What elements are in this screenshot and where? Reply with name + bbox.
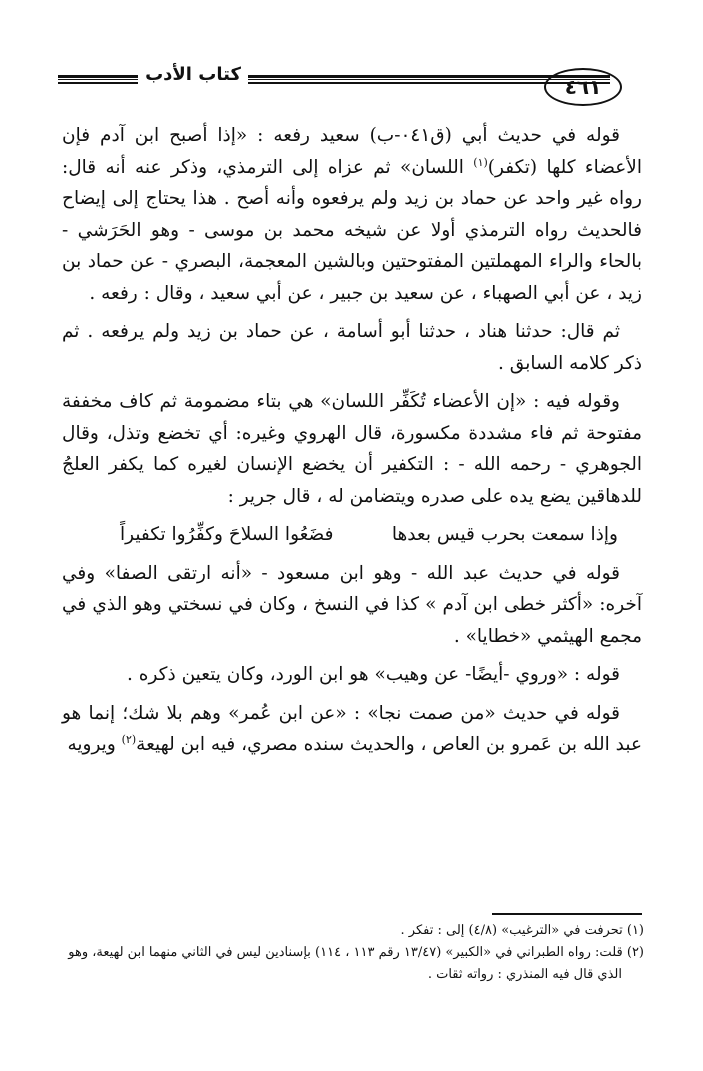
paragraph-2: ثم قال: حدثنا هناد ، حدثنا أبو أسامة ، عن حماد بن زيد ولم يرفعه . ثم ذكر كلامه السابق .: [62, 321, 642, 374]
verse-first-hemistich: وإذا سمعت بحرب قيس بعدها: [391, 524, 618, 545]
verse-second-hemistich: فضَعُوا السلاحَ وكفِّرُوا تكفيراً: [120, 524, 334, 545]
footnotes: [62, 920, 644, 986]
paragraph-1-part-a: قوله في حديث أبي (ق٠٤١-ب) سعيد رفعه : «إذا أصبح ابن آدم فإن الأعضاء كلها (تكفر): [62, 125, 642, 178]
footnote-separator: [492, 913, 642, 915]
paragraph-1-part-b: اللسان» ثم عزاه إلى الترمذي، وذكر عنه أنه قال: رواه غير واحد عن حماد بن زيد ولم يرفعوه وأنه أصح . هذا يحتاج إلى إيضاح فالحديث رواه الترمذي أولا عن شيخه محمد بن موسى - وهو الحَرَشي - بالحاء والراء المهملتين المفتوحتين وبالشين المعجمة، البصري - عن حماد بن زيد ، عن أبي الصهباء ، عن سعيد بن جبير ، عن أبي سعيد ، وقال : رفعه .: [62, 156, 642, 304]
paragraph-4: قوله في حديث عبد الله - وهو ابن مسعود - «أنه ارتقى الصفا» وفي آخره: «أكثر خطى ابن آدم » كذا في النسخ ، وكان في نسختي وهو الذي في مجمع الهيثمي «خطايا» .: [62, 562, 642, 647]
footnote-marker-1[interactable]: (١): [473, 155, 488, 169]
header-rule-left: [58, 75, 138, 84]
poetry-verse: [62, 519, 642, 551]
page-number: ٤٦١: [544, 68, 622, 106]
paragraph-6-part-b: ويرويه: [67, 734, 122, 755]
paragraph-5: قوله : «وروي -أيضًا- عن وهيب» هو ابن الورد، وكان يتعين ذكره .: [127, 664, 620, 685]
book-title: كتاب الأدب: [145, 64, 241, 85]
body-text: [62, 120, 642, 768]
paragraph-3: وقوله فيه : «إن الأعضاء تُكَفِّر اللسان» هي بتاء مضمومة ثم كاف مخففة مفتوحة ثم فاء مشددة مكسورة، قال الهروي وغيره: أي تخضع وتذل، وقال الجوهري - رحمه الله - : التكفير أن يخضع الإنسان لغيره كما يكفر العلجُ للدهاقين يضع يده على صدره ويتضامن له ، قال جرير :: [62, 391, 642, 507]
paragraph-1: [62, 120, 642, 309]
footnote-2-continuation: الذي قال فيه المنذري : رواته ثقات .: [427, 967, 622, 982]
footnote-1: (١) تحرفت في «الترغيب» (٤/٨) إلى : تفكر .: [400, 923, 644, 938]
paragraph-6-part-a: قوله في حديث «من صمت نجا» : «عن ابن عُمر» وهم بلا شك؛ إنما هو عبد الله بن عَمرو بن العاص ، والحديث سنده مصري، فيه ابن لهيعة: [62, 702, 642, 755]
paragraph-6: [62, 698, 642, 761]
footnote-2: (٢) قلت: رواه الطبراني في «الكبير» (١٣/٤٧ رقم ١١٣ ، ١١٤) بإسنادين ليس في الثاني منهما ابن لهيعة، وهو: [68, 945, 644, 960]
page-header: [58, 62, 662, 114]
footnote-marker-2[interactable]: (٢): [121, 732, 137, 746]
